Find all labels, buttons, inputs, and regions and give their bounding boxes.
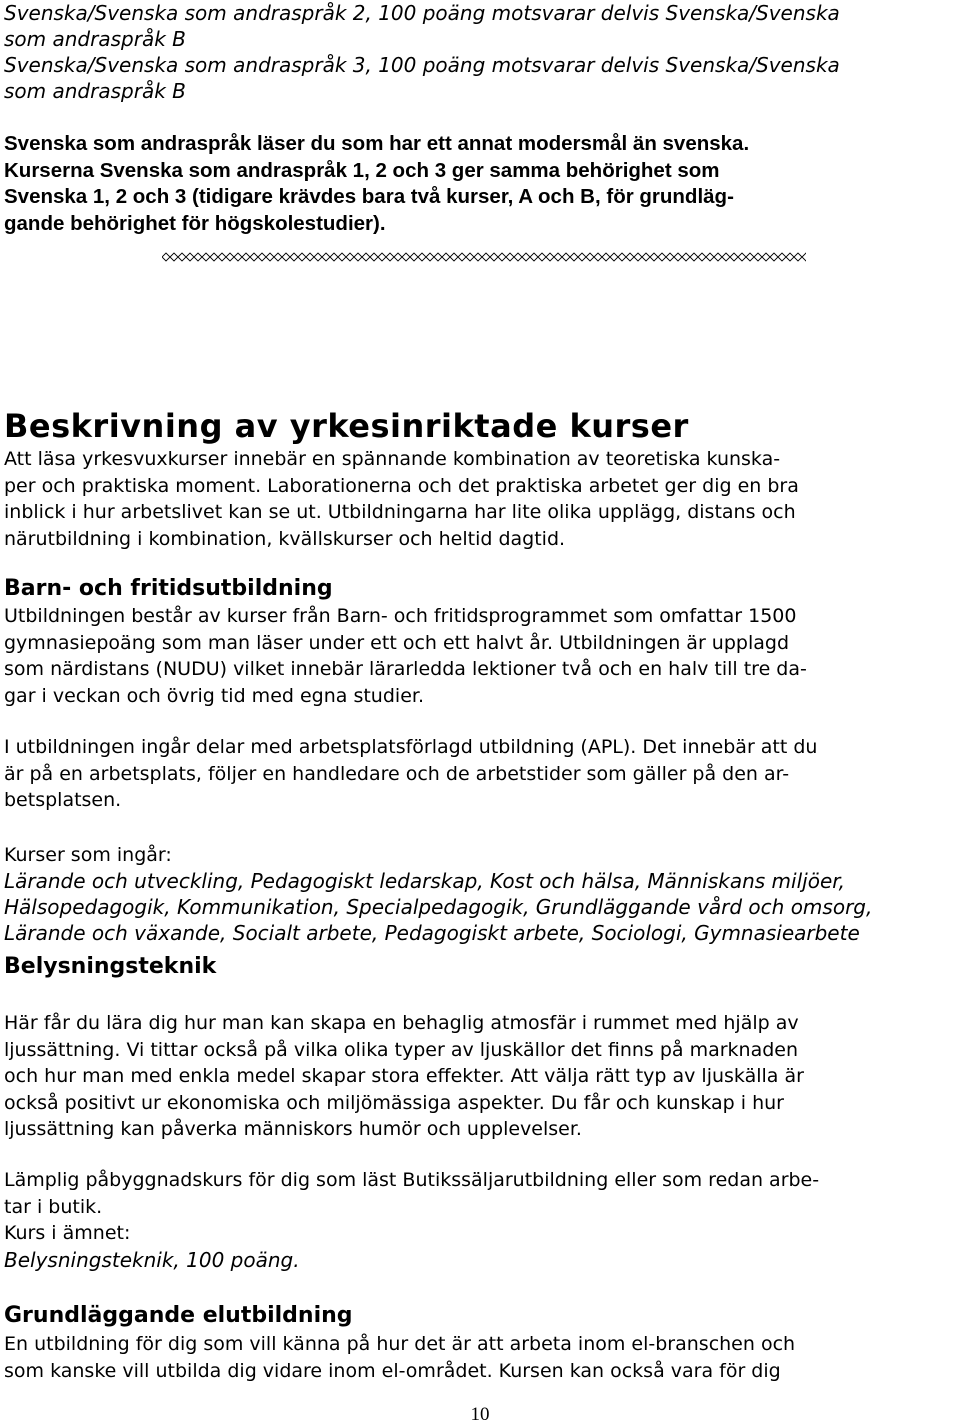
barn-line: är på en arbetsplats, följer en handledare och de arbetstider som gäller på den ar- — [4, 762, 790, 785]
note-line: Svenska som andraspråk läser du som har ett annat modersmål än svenska. — [4, 132, 750, 155]
intro-line: som andraspråk B — [4, 27, 186, 51]
barn-heading: Barn- och fritidsutbildning — [4, 576, 333, 601]
description-block — [4, 446, 956, 552]
description-line: närutbildning i kombination, kvällskurser och heltid dagtid. — [4, 527, 566, 550]
belysning-line: också positivt ur ekonomiska och miljömässiga aspekter. Du får och kunskap i hur — [4, 1091, 784, 1114]
note-line: gande behörighet för högskolestudier). — [4, 211, 386, 235]
belysning-course-label: Kurs i ämnet: — [4, 1222, 131, 1244]
barn-line: I utbildningen ingår delar med arbetsplatsförlagd utbildning (APL). Det innebär att du — [4, 736, 818, 758]
barn-line: betsplatsen. — [4, 789, 122, 811]
belysning-line: ljussättning kan påverka människors humör och upplevelser. — [4, 1118, 582, 1140]
course-line: Hälsopedagogik, Kommunikation, Specialpedagogik, Grundläggande vård och omsorg, — [4, 895, 873, 919]
barn-courses-list — [4, 868, 956, 946]
description-line: inblick i hur arbetslivet kan se ut. Utbildningarna har lite olika upplägg, distans och — [4, 501, 796, 523]
intro-block — [4, 0, 956, 104]
description-line: Att läsa yrkesvuxkurser innebär en spännande kombination av teoretiska kunska- — [4, 448, 781, 470]
diamond-divider — [162, 250, 806, 264]
course-line: Lärande och utveckling, Pedagogiskt ledarskap, Kost och hälsa, Människans miljöer, — [4, 869, 845, 893]
barn-line: som närdistans (NUDU) vilket innebär lärarledda lektioner två och en halv till tre da- — [4, 658, 807, 680]
belysning-line: Lämplig påbyggnadskurs för dig som läst Butikssäljarutbildning eller som redan arbe- — [4, 1169, 820, 1191]
description-line: per och praktiska moment. Laborationerna och det praktiska arbetet ger dig en bra — [4, 474, 799, 497]
barn-paragraph-2 — [4, 734, 956, 814]
belysning-paragraph-1 — [4, 1010, 956, 1143]
barn-line: gar i veckan och övrig tid med egna studier. — [4, 684, 424, 707]
el-line: som kanske vill utbilda dig vidare inom el-området. Kursen kan också vara för dig — [4, 1359, 781, 1382]
belysning-line: tar i butik. — [4, 1195, 103, 1218]
barn-line: gymnasiepoäng som man läser under ett och ett halvt år. Utbildningen är upplagd — [4, 631, 790, 654]
intro-line: som andraspråk B — [4, 79, 186, 103]
belysning-line: Här får du lära dig hur man kan skapa en behaglig atmosfär i rummet med hjälp av — [4, 1012, 799, 1034]
note-line: Kurserna Svenska som andraspråk 1, 2 och 3 ger samma behörighet som — [4, 158, 720, 182]
course-line: Lärande och växande, Socialt arbete, Pedagogiskt arbete, Sociologi, Gymnasiearbete — [4, 921, 860, 945]
el-line: En utbildning för dig som vill känna på hur det är att arbeta inom el-branschen och — [4, 1333, 796, 1355]
barn-line: Utbildningen består av kurser från Barn- och fritidsprogrammet som omfattar 1500 — [4, 605, 797, 627]
note-block — [4, 131, 956, 237]
belysning-paragraph-2 — [4, 1167, 956, 1220]
intro-line: Svenska/Svenska som andraspråk 3, 100 poäng motsvarar delvis Svenska/Svenska — [4, 53, 840, 77]
barn-courses-label: Kurser som ingår: — [4, 844, 172, 866]
el-heading: Grundläggande elutbildning — [4, 1303, 353, 1328]
main-heading: Beskrivning av yrkesinriktade kurser — [4, 407, 689, 445]
belysning-course-value: Belysningsteknik, 100 poäng. — [4, 1248, 300, 1272]
belysning-heading: Belysningsteknik — [4, 954, 217, 979]
note-line: Svenska 1, 2 och 3 (tidigare krävdes bara två kurser, A och B, för grundläg- — [4, 185, 734, 208]
belysning-line: och hur man med enkla medel skapar stora effekter. Att välja rätt typ av ljuskälla är — [4, 1065, 804, 1087]
page-number: 10 — [470, 1404, 490, 1425]
belysning-line: ljussättning. Vi tittar också på vilka olika typer av ljuskällor det finns på marknaden — [4, 1038, 799, 1061]
barn-paragraph-1 — [4, 603, 956, 709]
intro-line: Svenska/Svenska som andraspråk 2, 100 poäng motsvarar delvis Svenska/Svenska — [4, 1, 840, 25]
el-paragraph — [4, 1331, 956, 1384]
